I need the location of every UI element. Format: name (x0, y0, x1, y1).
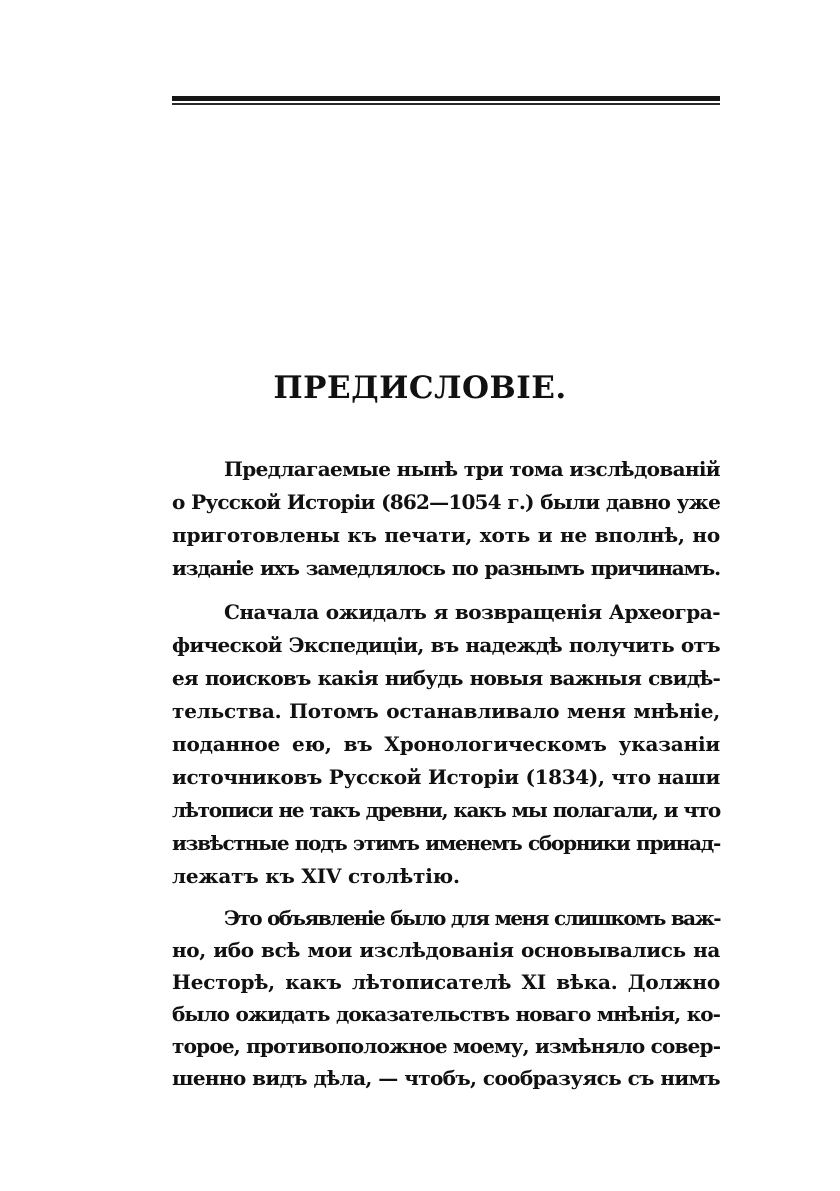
paragraph-3-line-5: торое, противоположное моему, измѣняло совер- (172, 1034, 721, 1058)
paragraph-3-line-1: Это объявленіе было для меня слишкомъ важ- (224, 906, 720, 930)
paragraph-3-line-6: шенно видъ дѣла, — чтобъ, сообразуясь съ нимъ (172, 1066, 720, 1090)
paragraph-2-line-7: лѣтописи не такъ древни, какъ мы полагали, и что (172, 798, 720, 822)
paragraph-2-line-4: тельства. Потомъ останавливало меня мнѣніе, (172, 699, 720, 723)
header-rule-thick (172, 96, 720, 101)
paragraph-3-line-3: Несторѣ, какъ лѣтописателѣ XI вѣка. Должно (172, 970, 720, 994)
paragraph-1-line-1: Предлагаемые нынѣ три тома изслѣдованій (224, 457, 720, 481)
page-title: ПРЕДИСЛОВІЕ. (273, 370, 567, 406)
paragraph-2-line-2: фической Экспедиціи, въ надеждѣ получить отъ (172, 633, 720, 657)
paragraph-2-line-6: источниковъ Русской Исторіи (1834), что наши (172, 765, 720, 789)
header-rule-thin (172, 103, 720, 105)
paragraph-2-line-3: ея поисковъ какія нибудь новыя важныя свидѣ- (172, 666, 720, 690)
paragraph-3-line-4: было ожидать доказательствъ новаго мнѣнія, ко- (172, 1002, 720, 1026)
paragraph-2-line-1: Сначала ожидалъ я возвращенія Археогра- (224, 600, 720, 624)
header-rule (172, 96, 720, 106)
paragraph-1-line-2: о Русской Исторіи (862—1054 г.) были давно уже (172, 490, 720, 514)
paragraph-1-line-3: приготовлены къ печати, хоть и не вполнѣ, но (172, 523, 720, 547)
paragraph-2-line-9: лежатъ къ XIV столѣтію. (172, 864, 460, 888)
paragraph-1-line-4: изданіе ихъ замедлялось по разнымъ причинамъ. (172, 556, 720, 580)
paragraph-2-line-8: извѣстные подъ этимъ именемъ сборники принад- (172, 831, 720, 855)
paragraph-2-line-5: поданное ею, въ Хронологическомъ указаніи (172, 732, 720, 756)
paragraph-3-line-2: но, ибо всѣ мои изслѣдованія основывались на (172, 938, 720, 962)
